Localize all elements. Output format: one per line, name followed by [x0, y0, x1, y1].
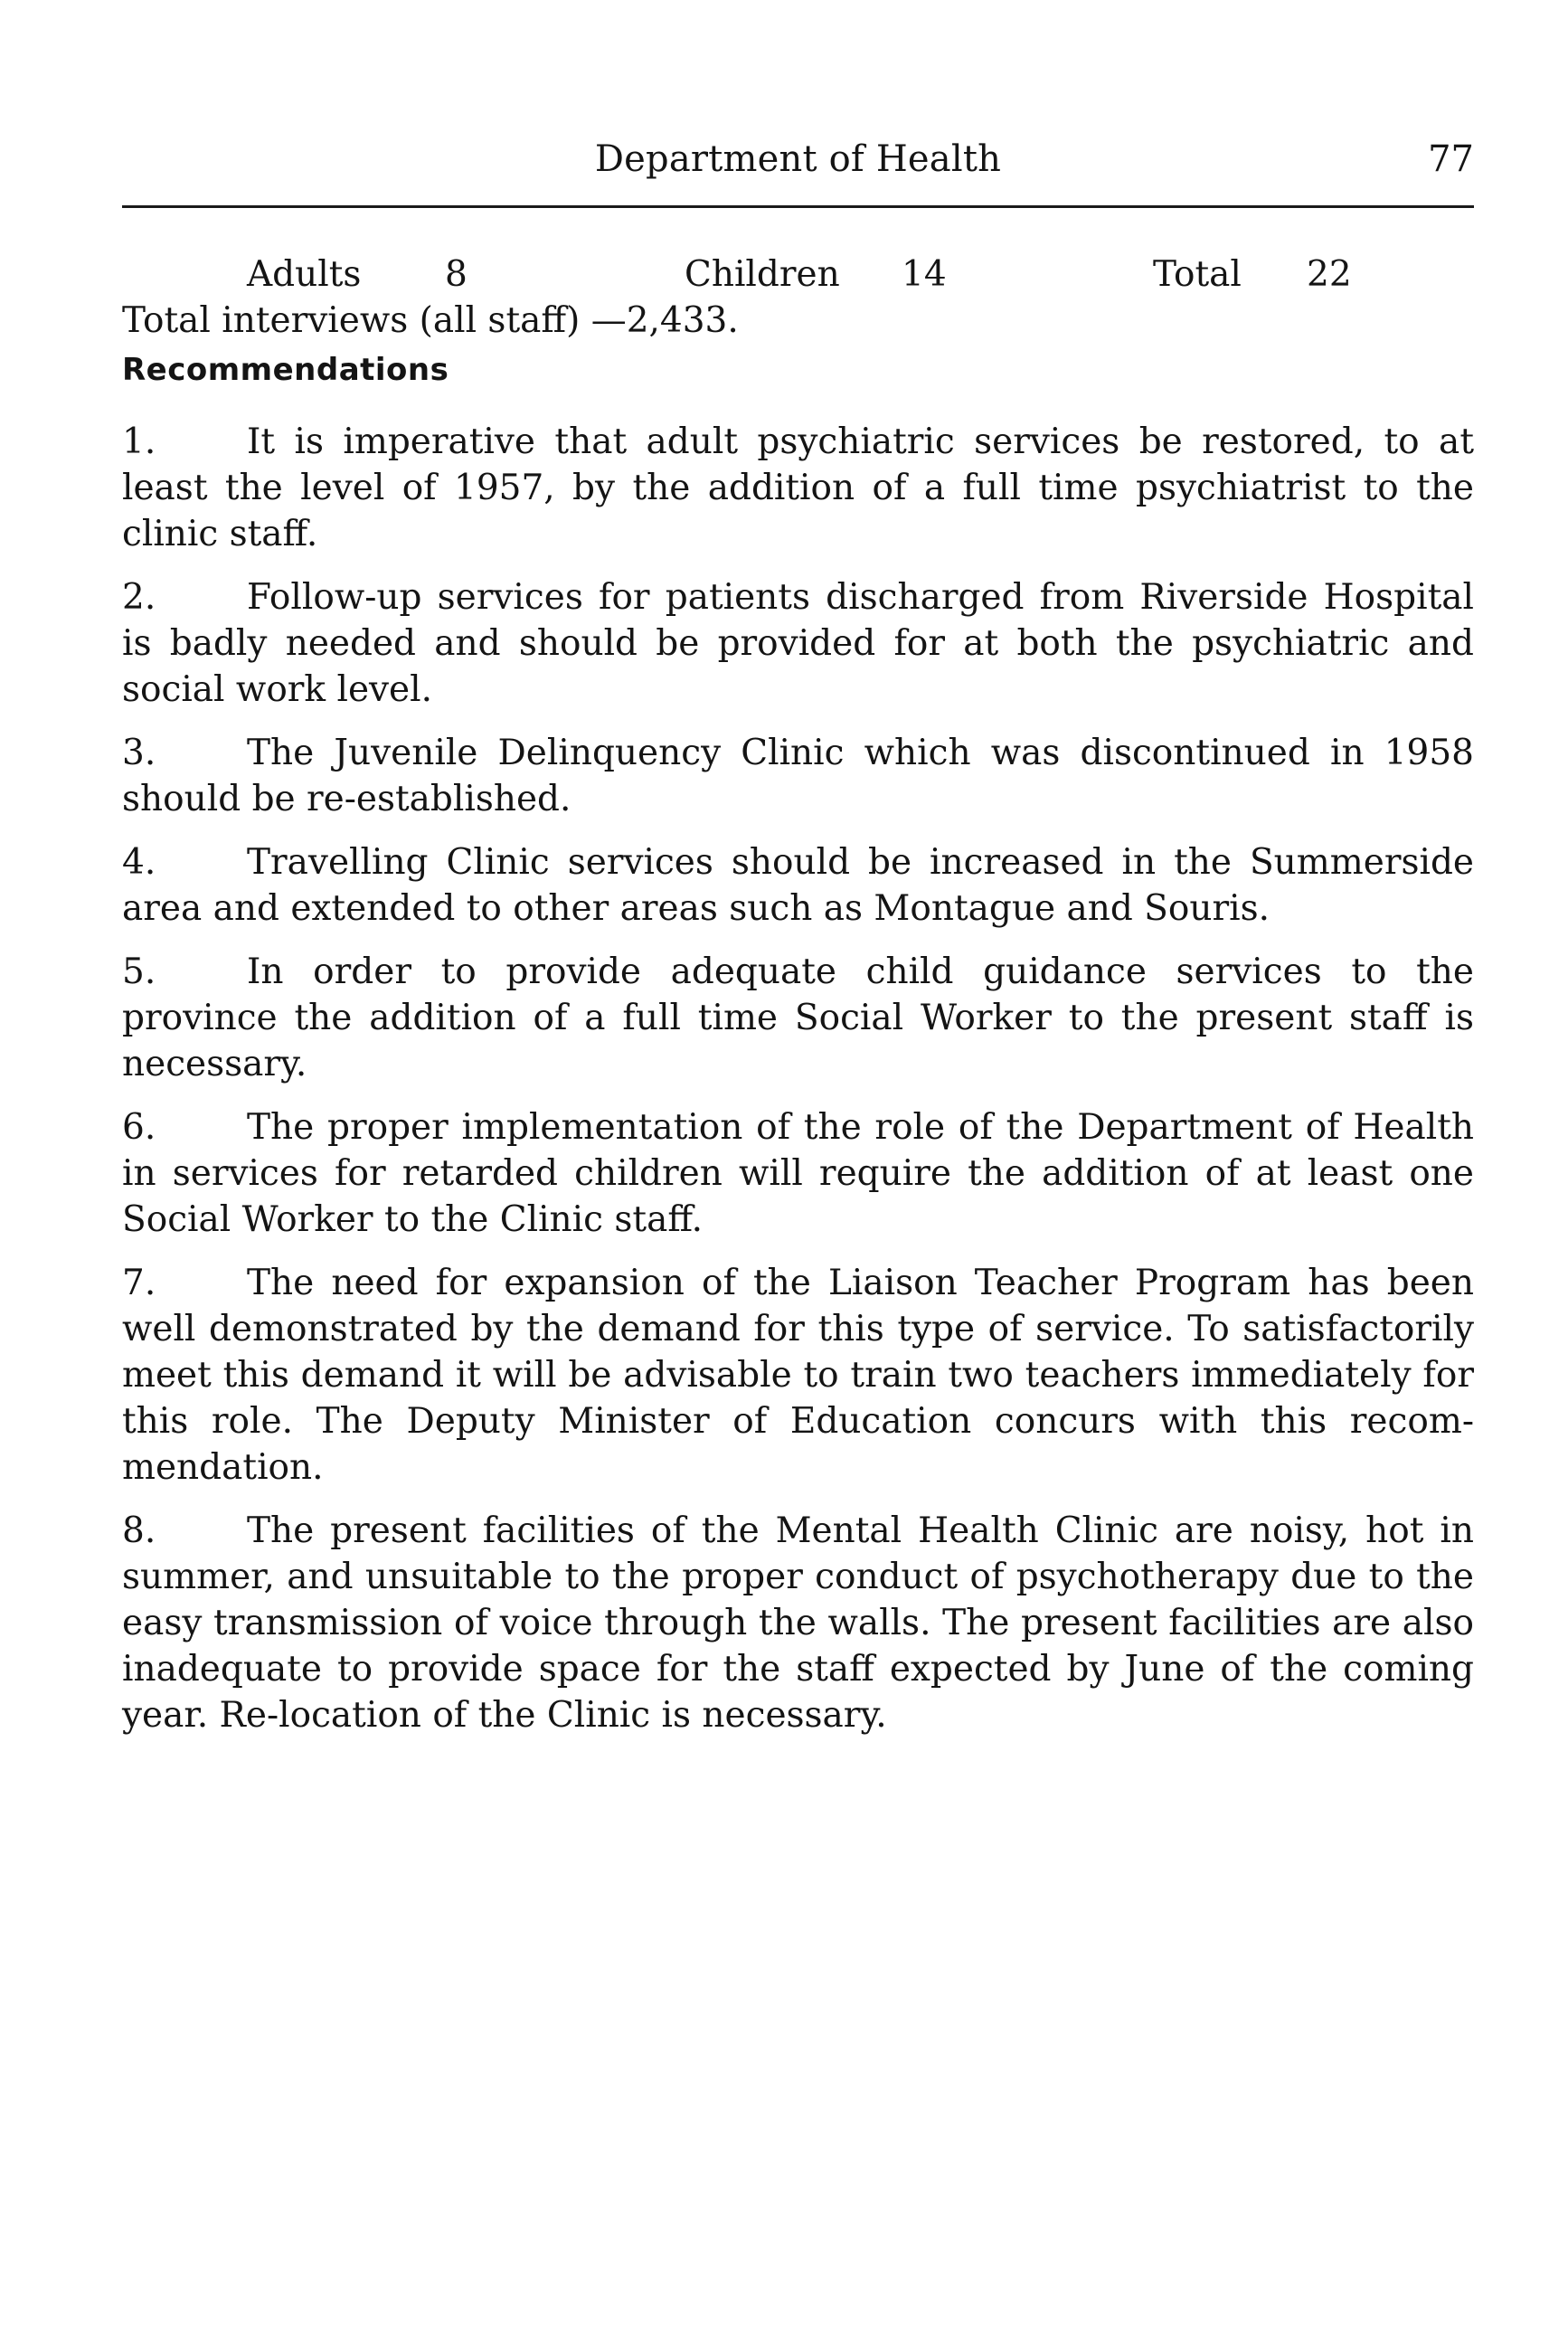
recommendation-text: The need for expansion of the Liaison Teacher Program has been well demonstrated by the demand for this type of service. To satisfactorily meet this demand it will be advisable to train two teachers immediately for this role. The Deputy Minister of Education concurs with this recommendation. — [122, 1263, 1474, 1488]
recommendation-item — [122, 949, 1474, 1087]
recommendation-item — [122, 1508, 1474, 1738]
recommendation-number: 2. — [122, 577, 156, 618]
recommendation-text: Travelling Clinic services should be increased in the Summerside area and extended to other areas such as Montague and Souris. — [122, 842, 1474, 929]
page-header — [122, 131, 1474, 202]
recommendation-number: 4. — [122, 842, 156, 883]
recommendation-text: The proper implementation of the role of the Department of Health in services for retarded children will require the addition of at least one Social Worker to the Clinic staff. — [122, 1107, 1474, 1240]
recommendation-text: Follow-up services for patients discharged from Riverside Hospital is badly needed and should be provided for at both the psychiatric and social work level. — [122, 577, 1474, 710]
recommendation-item — [122, 419, 1474, 557]
recommendation-text: The present facilities of the Mental Health Clinic are noisy, hot in summer, and unsuitable to the proper conduct of psychotherapy due to the easy transmission of voice through the walls. The present facilities are also inadequate to provide space for the staff expected by June of the coming year. Re-location of the Clinic is necessary. — [122, 1510, 1474, 1736]
total-label: Total — [1153, 254, 1242, 295]
recommendation-number: 1. — [122, 421, 156, 462]
recommendation-number: 7. — [122, 1263, 156, 1303]
running-head-title: Department of Health — [594, 138, 1002, 180]
page-number: 77 — [1428, 138, 1474, 180]
recommendation-text: The Juvenile Delinquency Clinic which was discontinued in 1958 should be re-established. — [122, 733, 1474, 819]
recommendation-number: 5. — [122, 951, 156, 992]
recommendation-item — [122, 839, 1474, 932]
children-label: Children — [685, 254, 840, 295]
section-heading: Recommendations — [122, 352, 449, 388]
header-rule — [122, 205, 1474, 208]
recommendation-number: 8. — [122, 1510, 156, 1551]
adults-value: 8 — [445, 254, 468, 295]
recommendation-number: 3. — [122, 733, 156, 773]
children-value: 14 — [902, 254, 947, 295]
recommendation-text: In order to provide adequate child guidance services to the province the addition of a full time Social Worker to the present staff is necessary. — [122, 951, 1474, 1084]
recommendation-item — [122, 1260, 1474, 1491]
total-interviews-line: Total interviews (all staff) —2,433. — [122, 300, 739, 341]
adults-label: Adults — [247, 254, 362, 295]
page-body — [122, 251, 1474, 1756]
recommendation-item — [122, 1104, 1474, 1243]
recommendation-item — [122, 574, 1474, 713]
caseload-stats-row — [122, 251, 1474, 298]
recommendation-text: It is imperative that adult psychiatric services be restored, to at least the level of 1957, by the addition of a full time psychiatrist to the clinic staff. — [122, 421, 1474, 554]
recommendation-number: 6. — [122, 1107, 156, 1148]
total-value: 22 — [1307, 254, 1352, 295]
recommendation-item — [122, 730, 1474, 822]
